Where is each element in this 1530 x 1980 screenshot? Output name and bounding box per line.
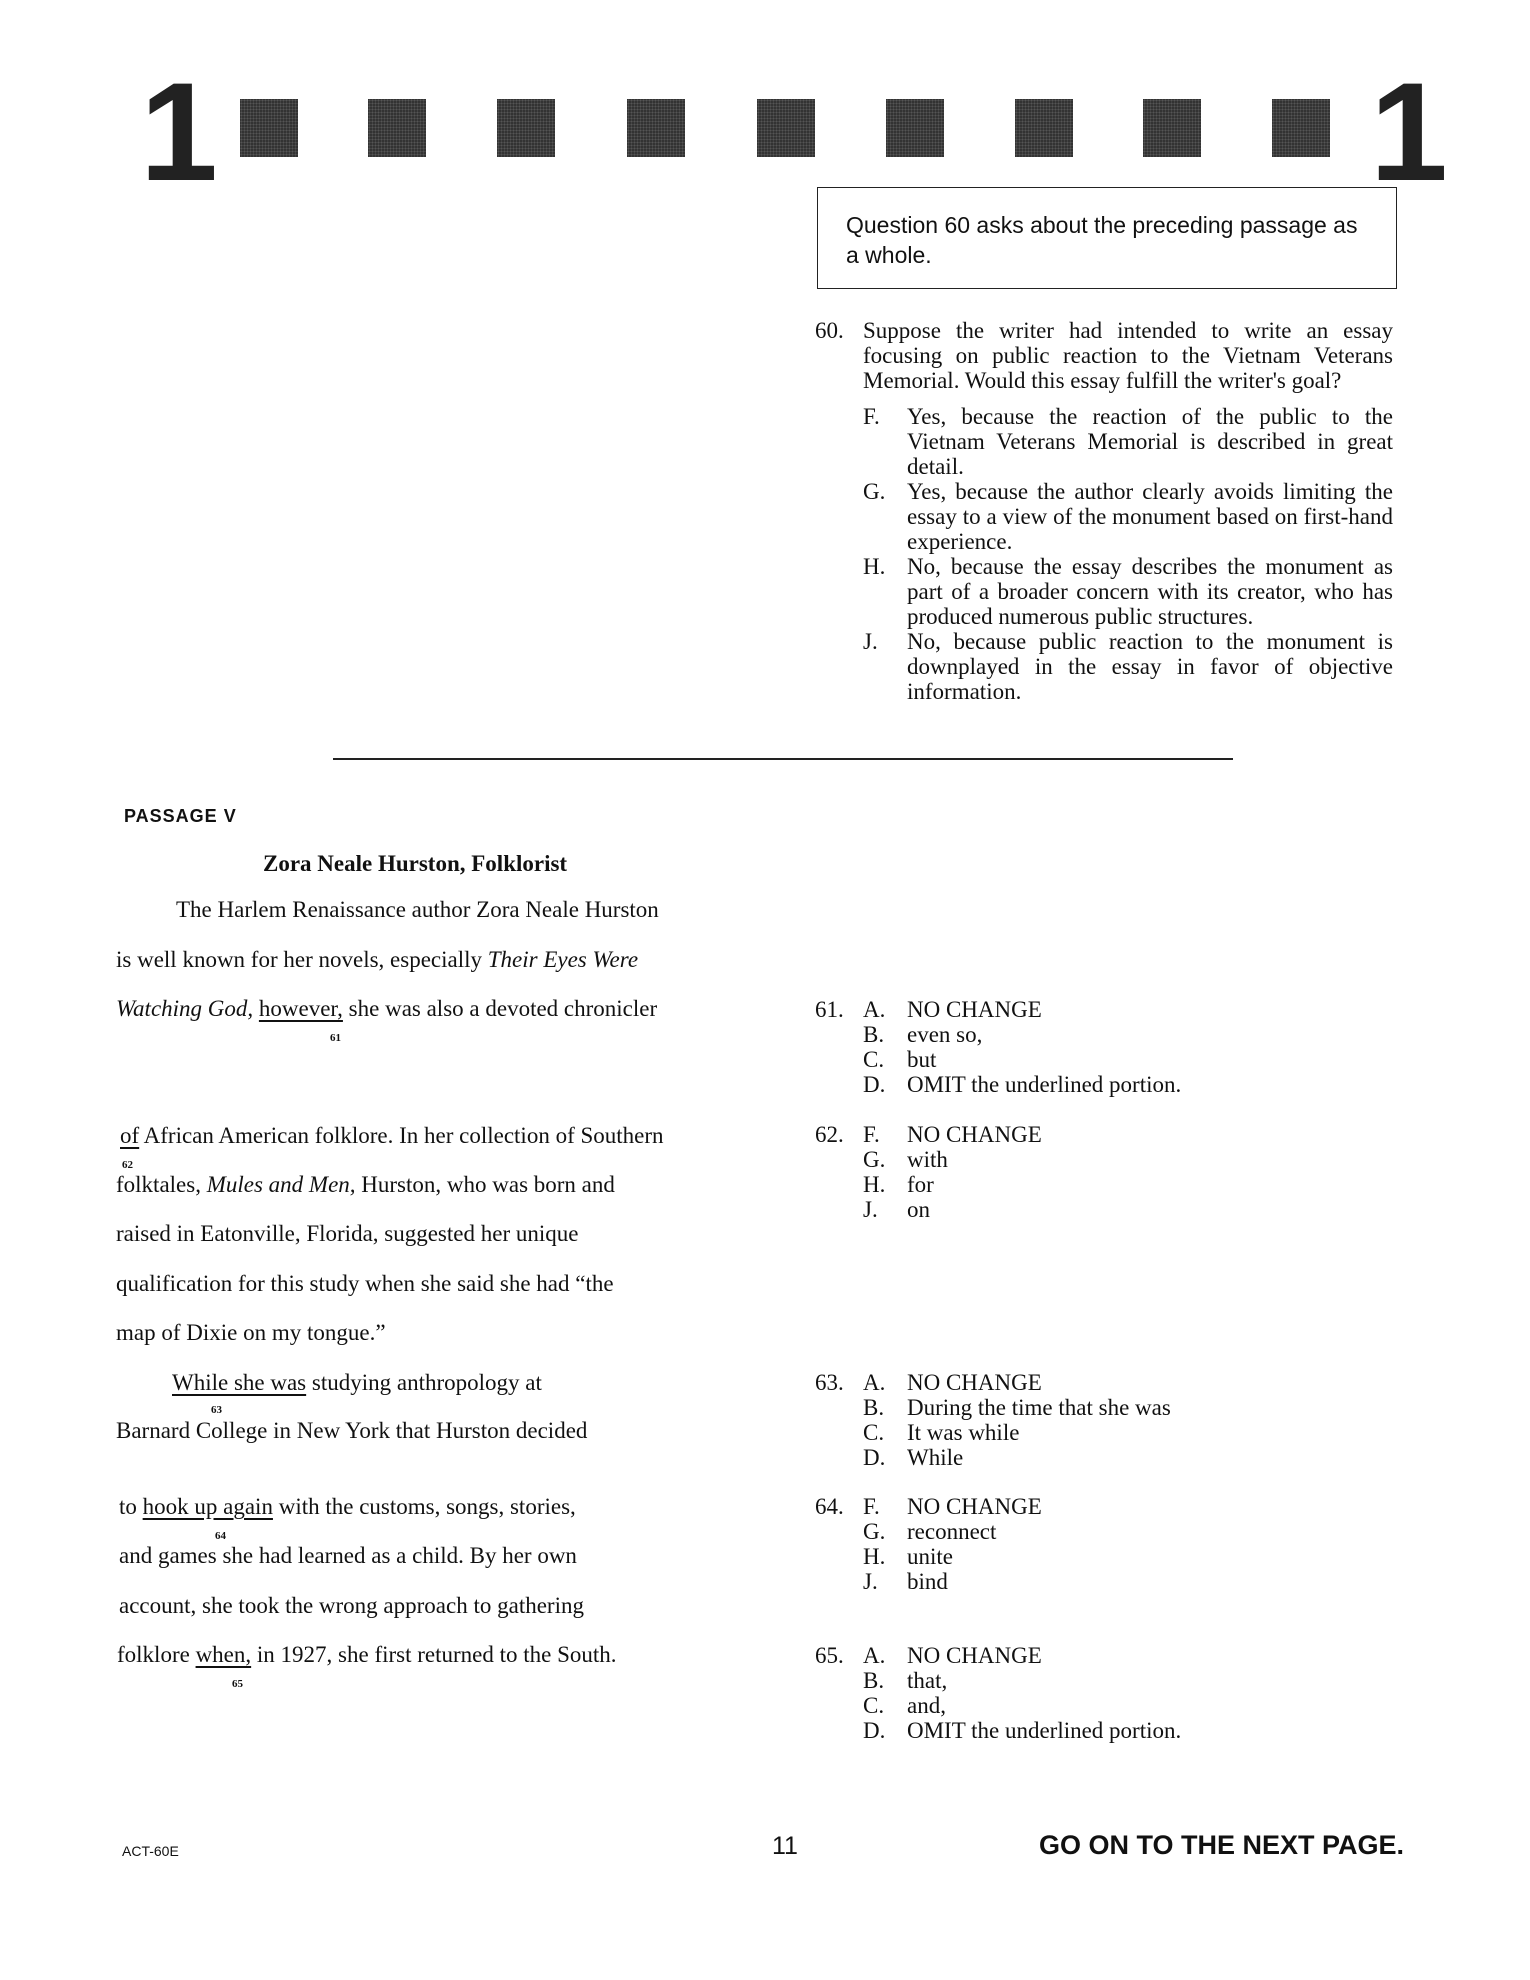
header-block	[1143, 99, 1201, 157]
header-block	[1272, 99, 1330, 157]
option-letter: A.	[863, 997, 886, 1022]
text-run: African American folklore. In her collection of Southern	[139, 1123, 664, 1148]
option-text: unite	[907, 1544, 953, 1569]
option-text: NO CHANGE	[907, 1370, 1042, 1395]
option-letter: B.	[863, 1395, 885, 1420]
option-text: During the time that she was	[907, 1395, 1171, 1420]
option-text: that,	[907, 1668, 948, 1693]
option-a[interactable]	[863, 1643, 1042, 1668]
option-text: OMIT the underlined portion.	[907, 1072, 1182, 1097]
passage-line	[116, 947, 638, 973]
option-letter: H.	[863, 554, 886, 579]
option-j[interactable]	[863, 1569, 948, 1594]
section-divider	[333, 758, 1233, 760]
underlined-portion-65[interactable]: when,	[195, 1642, 252, 1667]
header-block	[757, 99, 815, 157]
option-letter: B.	[863, 1668, 885, 1693]
passage-title: Zora Neale Hurston, Folklorist	[263, 851, 568, 876]
header-block	[1015, 99, 1073, 157]
book-title: Watching God,	[116, 996, 254, 1021]
option-letter: C.	[863, 1420, 885, 1445]
passage-line	[117, 1642, 617, 1668]
option-letter: F.	[863, 1494, 880, 1519]
option-text: and,	[907, 1693, 946, 1718]
underlined-portion-64[interactable]: hook up again	[142, 1494, 273, 1519]
question-ref-64: 64	[215, 1530, 226, 1542]
passage-line: The Harlem Renaissance author Zora Neale Hurston	[176, 897, 659, 922]
form-code: ACT-60E	[122, 1843, 179, 1859]
question-number: 64.	[815, 1494, 844, 1519]
option-text: Yes, because the reaction of the public to the Vietnam Veterans Memorial is described in great detail.	[907, 404, 1393, 479]
question-ref-65: 65	[232, 1678, 243, 1690]
question-number: 63.	[815, 1370, 844, 1395]
instruction-box: Question 60 asks about the preceding passage as a whole.	[817, 187, 1397, 289]
question-number: 62.	[815, 1122, 844, 1147]
passage-line: account, she took the wrong approach to gathering	[119, 1593, 584, 1618]
underlined-portion-61[interactable]: however,	[258, 996, 343, 1021]
text-run: folktales,	[116, 1172, 207, 1197]
option-letter: A.	[863, 1643, 886, 1668]
underlined-portion-62[interactable]: of	[120, 1123, 140, 1148]
option-text: on	[907, 1197, 930, 1222]
option-b[interactable]	[863, 1022, 982, 1047]
section-number-right: 1	[1370, 53, 1448, 210]
option-d[interactable]	[863, 1445, 963, 1470]
header-block	[368, 99, 426, 157]
text-run: in 1927, she first returned to the South.	[251, 1642, 617, 1667]
header-block	[240, 99, 298, 157]
book-title: Mules and Men,	[206, 1172, 356, 1197]
question-number: 60.	[815, 318, 844, 343]
question-stem: Suppose the writer had intended to write an essay focusing on public reaction to the Vietnam Veterans Memorial. Would this essay fulfill the writer's goal?	[863, 318, 1393, 393]
text-run: with the customs, songs, stories,	[272, 1494, 576, 1519]
header-block	[627, 99, 685, 157]
option-letter: G.	[863, 1519, 886, 1544]
passage-label: PASSAGE V	[124, 806, 237, 826]
option-letter: D.	[863, 1445, 886, 1470]
option-text: reconnect	[907, 1519, 997, 1544]
option-letter: C.	[863, 1693, 885, 1718]
option-h[interactable]	[863, 1172, 934, 1197]
option-text: No, because the essay describes the monument as part of a broader concern with its creator, who has produced numerous public structures.	[907, 554, 1393, 629]
option-text: NO CHANGE	[907, 1122, 1042, 1147]
option-letter: D.	[863, 1072, 886, 1097]
question-ref-63: 63	[211, 1404, 222, 1416]
passage-line	[116, 1172, 615, 1198]
option-text: with	[907, 1147, 948, 1172]
option-h[interactable]	[863, 1544, 953, 1569]
question-ref-62: 62	[122, 1159, 133, 1171]
option-text: Yes, because the author clearly avoids limiting the essay to a view of the monument based on first-hand experience.	[907, 479, 1393, 554]
book-title: Their Eyes Were	[487, 947, 639, 972]
option-letter: B.	[863, 1022, 885, 1047]
option-text: No, because public reaction to the monument is downplayed in the essay in favor of objective information.	[907, 629, 1393, 704]
option-j[interactable]	[863, 1197, 930, 1222]
question-ref-61: 61	[330, 1032, 341, 1044]
option-letter: H.	[863, 1544, 886, 1569]
passage-line: raised in Eatonville, Florida, suggested her unique	[116, 1221, 579, 1246]
passage-line	[120, 1123, 664, 1149]
option-letter: J.	[863, 1197, 878, 1222]
passage-line: qualification for this study when she said she had “the	[116, 1271, 614, 1296]
option-text: for	[907, 1172, 934, 1197]
section-number-left: 1	[140, 53, 218, 210]
option-c[interactable]	[863, 1693, 946, 1718]
passage-line: and games she had learned as a child. By her own	[119, 1543, 577, 1568]
option-a[interactable]	[863, 1370, 1042, 1395]
next-page-notice: GO ON TO THE NEXT PAGE.	[1039, 1830, 1405, 1860]
option-b[interactable]	[863, 1395, 1171, 1420]
option-letter: A.	[863, 1370, 886, 1395]
underlined-portion-63[interactable]: While she was	[172, 1370, 307, 1395]
option-text: bind	[907, 1569, 948, 1594]
text-run: studying anthropology at	[306, 1370, 542, 1395]
option-text: but	[907, 1047, 937, 1072]
header-block	[886, 99, 944, 157]
passage-line	[116, 996, 657, 1022]
option-letter: H.	[863, 1172, 886, 1197]
option-text: OMIT the underlined portion.	[907, 1718, 1182, 1743]
option-text: While	[907, 1445, 964, 1470]
text-run: to	[119, 1494, 143, 1519]
option-text: It was while	[907, 1420, 1020, 1445]
page-number: 11	[772, 1832, 798, 1860]
option-letter: J.	[863, 1569, 878, 1594]
option-text: NO CHANGE	[907, 997, 1042, 1022]
option-letter: F.	[863, 1122, 880, 1147]
passage-line	[119, 1494, 576, 1520]
option-f[interactable]	[863, 1494, 1042, 1519]
option-a[interactable]	[863, 997, 1042, 1022]
option-g[interactable]	[863, 1519, 996, 1544]
text-run: is well known for her novels, especially	[116, 947, 488, 972]
text-run: she was also a devoted chronicler	[342, 996, 658, 1021]
text-run: folklore	[117, 1642, 196, 1667]
option-text: NO CHANGE	[907, 1494, 1042, 1519]
option-letter: J.	[863, 629, 878, 654]
option-letter: D.	[863, 1718, 886, 1743]
option-g[interactable]	[863, 1147, 948, 1172]
option-text: even so,	[907, 1022, 983, 1047]
option-c[interactable]	[863, 1047, 936, 1072]
option-d[interactable]	[863, 1718, 1181, 1743]
header-block	[497, 99, 555, 157]
option-letter: C.	[863, 1047, 885, 1072]
question-number: 65.	[815, 1643, 844, 1668]
passage-line	[172, 1370, 542, 1396]
option-letter: G.	[863, 479, 886, 504]
text-run: Hurston, who was born and	[355, 1172, 615, 1197]
option-text: NO CHANGE	[907, 1643, 1042, 1668]
option-b[interactable]	[863, 1668, 947, 1693]
option-f[interactable]	[863, 1122, 1042, 1147]
passage-line: Barnard College in New York that Hurston decided	[116, 1418, 588, 1443]
option-letter: F.	[863, 404, 880, 429]
passage-line: map of Dixie on my tongue.”	[116, 1320, 386, 1345]
option-letter: G.	[863, 1147, 886, 1172]
question-number: 61.	[815, 997, 844, 1022]
option-c[interactable]	[863, 1420, 1019, 1445]
option-d[interactable]	[863, 1072, 1181, 1097]
